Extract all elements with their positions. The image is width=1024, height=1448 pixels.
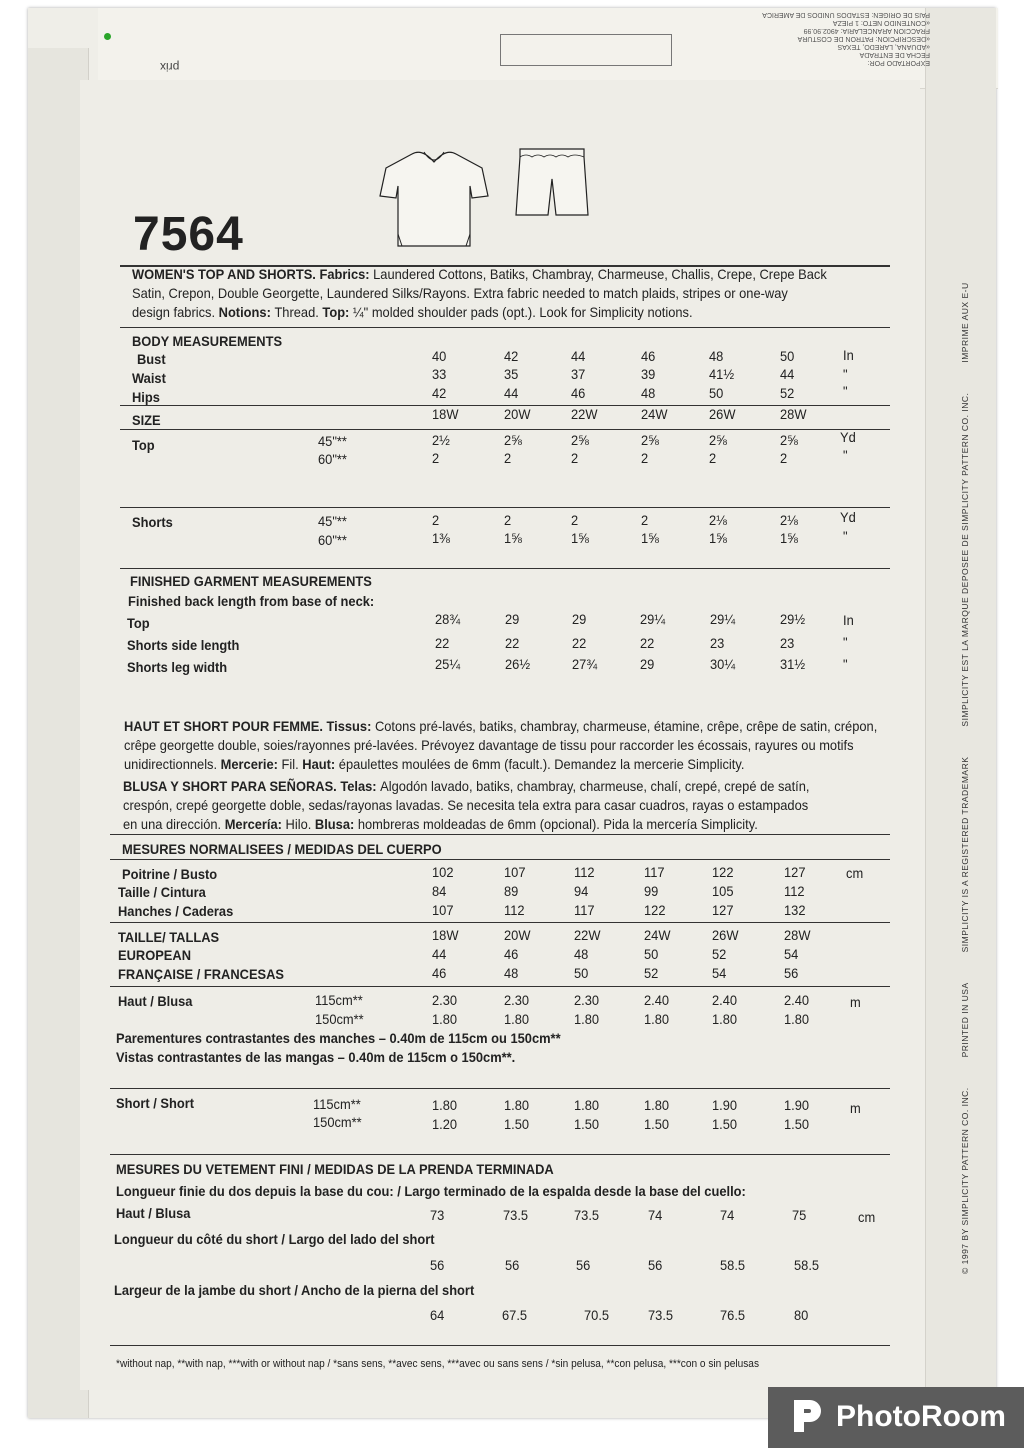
customs-label-line: PAIS DE ORIGEN: ESTADOS UNIDOS DE AMERICA [762, 11, 930, 18]
value-cell: 112 [784, 883, 805, 899]
shorts-leg-width-label: Shorts leg width [127, 659, 228, 675]
value-cell: 1.90 [712, 1097, 738, 1113]
waist-label: Waist [132, 370, 166, 386]
value-cell: 76.5 [720, 1307, 746, 1323]
value-cell: 48 [709, 348, 724, 364]
value-cell: 42 [504, 348, 519, 364]
finished-top-label: Top [127, 615, 150, 631]
value-cell: 74 [648, 1207, 663, 1223]
value-cell: 1.80 [504, 1097, 530, 1113]
value-cell: 107 [432, 902, 454, 918]
value-cell: 75 [792, 1207, 807, 1223]
value-cell: 58.5 [794, 1257, 820, 1273]
value-cell: 80 [794, 1307, 809, 1323]
value-cell: 56 [648, 1257, 663, 1273]
fabric-description-line: WOMEN'S TOP AND SHORTS. Fabrics: Laundered Cottons, Batiks, Chambray, Charmeuse, Challis, Crepe, Crepe Back [132, 266, 827, 282]
fabric-description-line: design fabrics. Notions: Thread. Top: ¼" molded shoulder pads (opt.). Look for Simplicity notions. [132, 304, 693, 320]
value-cell: 26½ [505, 656, 531, 672]
unit: " [843, 634, 848, 650]
width-label: 150cm** [315, 1011, 364, 1027]
divider [120, 507, 890, 508]
value-cell: 40 [432, 348, 447, 364]
value-cell: 37 [571, 366, 586, 382]
value-cell: 2 [432, 450, 440, 466]
customs-label-line: FECHA DE ENTRADA [859, 51, 930, 58]
width-label: 60"** [318, 451, 347, 467]
value-cell: 35 [504, 366, 519, 382]
value-cell: 44 [571, 348, 586, 364]
size-cell: 22W [574, 927, 601, 943]
size-cell: 22W [571, 406, 598, 422]
vistas: Vistas contrastantes de las mangas – 0.40m de 115cm o 150cm**. [116, 1049, 516, 1065]
unit: " [843, 383, 848, 399]
watermark-text: PhotoRoom [836, 1400, 1006, 1433]
value-cell: 44 [432, 946, 447, 962]
value-cell: 2.30 [504, 992, 530, 1008]
finished-back-length-label-fr: Longueur finie du dos depuis la base du cou: / Largo terminado de la espalda desde la base del cuello: [116, 1183, 746, 1199]
value-cell: 2 [641, 512, 649, 528]
side-text-segment: PRINTED IN USA [960, 982, 970, 1058]
divider [110, 859, 890, 860]
divider [110, 1154, 890, 1155]
french-description-line: HAUT ET SHORT POUR FEMME. Tissus: Cotons pré-lavés, batiks, chambray, charmeuse, étamine, crêpe, crêpe de satin, crépon, [124, 718, 878, 734]
finished-measurements-title-fr: MESURES DU VETEMENT FINI / MEDIDAS DE LA PRENDA TERMINADA [116, 1161, 554, 1177]
unit: " [843, 656, 848, 672]
value-cell: 73 [430, 1207, 445, 1223]
value-cell: 2.40 [784, 992, 810, 1008]
value-cell: 2 [432, 512, 440, 528]
size-cell: 24W [644, 927, 671, 943]
value-cell: 27¾ [572, 656, 598, 672]
unit: Yd [840, 429, 856, 445]
value-cell: 46 [571, 385, 586, 401]
value-cell: 29 [572, 611, 587, 627]
value-cell: 2⅝ [709, 432, 727, 448]
width-label: 115cm** [313, 1096, 361, 1112]
value-cell: 73.5 [503, 1207, 529, 1223]
unit: cm [846, 865, 864, 881]
value-cell: 50 [644, 946, 659, 962]
value-cell: 29¼ [710, 611, 736, 627]
french-description-line: unidirectionnels. Mercerie: Fil. Haut: épaulettes moulées de 6mm (facult.). Demandez la mercerie Simplicity. [124, 756, 745, 772]
size-cell: 24W [641, 406, 668, 422]
side-text-segment: © 1997 BY SIMPLICITY PATTERN CO. INC. [960, 1087, 970, 1274]
value-cell: 52 [644, 965, 659, 981]
top-label: Top [132, 437, 155, 453]
size-cell: 18W [432, 927, 459, 943]
customs-label-line: EXPORTADO POR: [867, 59, 930, 66]
value-cell: 58.5 [720, 1257, 746, 1273]
value-cell: 42 [432, 385, 447, 401]
finished-back-length-label: Finished back length from base of neck: [128, 593, 375, 609]
green-dot [104, 33, 111, 40]
value-cell: 54 [784, 946, 799, 962]
value-cell: 117 [574, 902, 595, 918]
fin-haut-label: Haut / Blusa [116, 1205, 191, 1221]
divider [110, 1088, 890, 1089]
value-cell: 99 [644, 883, 659, 899]
divider [110, 1345, 890, 1346]
size-cell: 28W [780, 406, 807, 422]
value-cell: 2 [709, 450, 717, 466]
value-cell: 31½ [780, 656, 806, 672]
value-cell: 67.5 [502, 1307, 528, 1323]
value-cell: 1.80 [784, 1011, 810, 1027]
value-cell: 52 [712, 946, 727, 962]
value-cell: 2½ [432, 432, 450, 448]
value-cell: 84 [432, 883, 447, 899]
value-cell: 2⅛ [709, 512, 727, 528]
value-cell: 2.40 [644, 992, 670, 1008]
value-cell: 29¼ [640, 611, 666, 627]
divider [110, 834, 890, 835]
value-cell: 1.20 [432, 1116, 458, 1132]
customs-label-line: FRACCION ARANCELARIA: 4902.90.99 [803, 27, 930, 34]
value-cell: 1.80 [432, 1097, 458, 1113]
unit: Yd [840, 509, 856, 525]
value-cell: 1⅜ [432, 530, 450, 546]
value-cell: 70.5 [584, 1307, 610, 1323]
value-cell: 1.50 [784, 1116, 810, 1132]
side-text-segment: SIMPLICITY IS A REGISTERED TRADEMARK [960, 756, 970, 953]
unit: In [843, 612, 854, 628]
customs-label-line: «DESCRIPCION: PATRON DE COSTURA [797, 35, 930, 42]
value-cell: 1⅝ [709, 530, 727, 546]
value-cell: 56 [430, 1257, 445, 1273]
value-cell: 1.80 [504, 1011, 530, 1027]
value-cell: 2.30 [432, 992, 458, 1008]
value-cell: 2 [504, 512, 512, 528]
value-cell: 102 [432, 864, 454, 880]
shorts-side-length-label: Shorts side length [127, 637, 240, 653]
value-cell: 1.50 [712, 1116, 738, 1132]
size-label-fr: TAILLE/ TALLAS [118, 929, 220, 945]
value-cell: 56 [784, 965, 799, 981]
value-cell: 46 [432, 965, 447, 981]
value-cell: 1.80 [712, 1011, 738, 1027]
unit: In [843, 347, 854, 363]
value-cell: 48 [641, 385, 656, 401]
value-cell: 29½ [780, 611, 806, 627]
value-cell: 28¾ [435, 611, 461, 627]
side-text-segment: IMPRIME AUX E-U [960, 282, 970, 363]
value-cell: 22 [572, 635, 587, 651]
shorts-sketch [512, 145, 592, 220]
spanish-description-line: BLUSA Y SHORT PARA SEÑORAS. Telas: Algodón lavado, batiks, chambray, charmeuse, chalí, crepé, crepé de satín, [123, 778, 810, 794]
width-label: 60"** [318, 532, 347, 548]
value-cell: 48 [574, 946, 589, 962]
value-cell: 132 [784, 902, 806, 918]
value-cell: 1.80 [644, 1011, 670, 1027]
value-cell: 122 [644, 902, 666, 918]
value-cell: 56 [576, 1257, 591, 1273]
width-label: 45"** [318, 433, 347, 449]
value-cell: 117 [644, 864, 665, 880]
nap-legend: *without nap, **with nap, ***with or without nap / *sans sens, **avec sens, ***avec ou sans sens / *sin pelusa, **con pelusa, ***con o sin pelusas [116, 1358, 760, 1370]
value-cell: 41½ [709, 366, 735, 382]
value-cell: 94 [574, 883, 589, 899]
divider [110, 922, 890, 923]
bust-label: Bust [137, 351, 166, 367]
spanish-description-line: crespón, crepé georgette doble, sedas/rayonas lavadas. Se necesita tela extra para casar cuadros, rayas o estampados [123, 797, 809, 813]
customs-label [500, 11, 930, 66]
value-cell: 2⅝ [641, 432, 659, 448]
value-cell: 112 [574, 864, 595, 880]
value-cell: 1.80 [574, 1097, 600, 1113]
divider [120, 568, 890, 569]
value-cell: 2.30 [574, 992, 600, 1008]
size-cell: 26W [709, 406, 736, 422]
value-cell: 1⅝ [641, 530, 659, 546]
value-cell: 112 [504, 902, 525, 918]
value-cell: 30¼ [710, 656, 736, 672]
value-cell: 1.80 [644, 1097, 670, 1113]
divider [110, 986, 890, 987]
haut-label: Haut / Blusa [118, 993, 193, 1009]
prix-label: prix [160, 60, 180, 74]
value-cell: 22 [640, 635, 655, 651]
value-cell: 50 [709, 385, 724, 401]
divider [120, 429, 890, 430]
value-cell: 73.5 [574, 1207, 600, 1223]
fabric-description-line: Satin, Crepon, Double Georgette, Laundered Silks/Rayons. Extra fabric needed to match plaids, stripes or one-way [132, 285, 788, 301]
value-cell: 23 [780, 635, 795, 651]
waist-label-fr: Taille / Cintura [118, 884, 206, 900]
parementures: Parementures contrastantes des manches – 0.40m de 115cm ou 150cm** [116, 1030, 561, 1046]
customs-label-line: «CONTENIDO NETO: 1 PIEZA [832, 19, 930, 26]
unit: m [850, 994, 861, 1010]
unit: cm [858, 1209, 876, 1225]
european-label: EUROPEAN [118, 947, 192, 963]
value-cell: 23 [710, 635, 725, 651]
value-cell: 89 [504, 883, 519, 899]
value-cell: 1⅝ [571, 530, 589, 546]
value-cell: 46 [504, 946, 519, 962]
shorts-label: Shorts [132, 514, 173, 530]
value-cell: 2 [571, 450, 579, 466]
value-cell: 29 [505, 611, 520, 627]
size-label: SIZE [132, 412, 161, 428]
value-cell: 2 [641, 450, 649, 466]
value-cell: 29 [640, 656, 655, 672]
francaise-label: FRANÇAISE / FRANCESAS [118, 966, 285, 982]
value-cell: 1.50 [644, 1116, 670, 1132]
value-cell: 2⅝ [780, 432, 798, 448]
value-cell: 44 [780, 366, 795, 382]
value-cell: 2⅛ [780, 512, 798, 528]
value-cell: 2 [780, 450, 788, 466]
value-cell: 1.50 [574, 1116, 600, 1132]
width-label: 150cm** [313, 1114, 362, 1130]
unit: " [843, 447, 848, 463]
value-cell: 2 [571, 512, 579, 528]
value-cell: 56 [505, 1257, 520, 1273]
customs-label-line: «ADUANA, LAREDO, TEXAS [837, 43, 930, 50]
value-cell: 22 [505, 635, 520, 651]
value-cell: 1.80 [574, 1011, 600, 1027]
value-cell: 44 [504, 385, 519, 401]
unit: " [843, 528, 848, 544]
size-cell: 28W [784, 927, 811, 943]
fin-jambe-label: Largeur de la jambe du short / Ancho de la pierna del short [114, 1282, 475, 1298]
width-label: 45"** [318, 513, 347, 529]
size-cell: 20W [504, 406, 531, 422]
value-cell: 2.40 [712, 992, 738, 1008]
side-copyright-text [960, 0, 970, 1274]
value-cell: 105 [712, 883, 734, 899]
size-cell: 18W [432, 406, 459, 422]
value-cell: 1.90 [784, 1097, 810, 1113]
value-cell: 74 [720, 1207, 735, 1223]
value-cell: 2⅝ [504, 432, 522, 448]
value-cell: 1⅝ [780, 530, 798, 546]
value-cell: 50 [574, 965, 589, 981]
value-cell: 52 [780, 385, 795, 401]
hips-label-fr: Hanches / Caderas [118, 903, 234, 919]
bust-label-fr: Poitrine / Busto [122, 866, 218, 882]
value-cell: 73.5 [648, 1307, 674, 1323]
unit: m [850, 1100, 861, 1116]
value-cell: 33 [432, 366, 447, 382]
value-cell: 50 [780, 348, 795, 364]
value-cell: 25¼ [435, 656, 461, 672]
value-cell: 127 [784, 864, 806, 880]
value-cell: 2⅝ [571, 432, 589, 448]
value-cell: 1.80 [432, 1011, 458, 1027]
body-measurements-title-fr: MESURES NORMALISEES / MEDIDAS DEL CUERPO [122, 841, 442, 857]
value-cell: 48 [504, 965, 519, 981]
value-cell: 54 [712, 965, 727, 981]
value-cell: 22 [435, 635, 450, 651]
top-sketch [374, 142, 494, 252]
value-cell: 107 [504, 864, 526, 880]
spanish-description-line: en una dirección. Mercería: Hilo. Blusa: hombreras moldeadas de 6mm (opcional). Pida la mercería Simplicity. [123, 816, 758, 832]
value-cell: 127 [712, 902, 734, 918]
size-cell: 26W [712, 927, 739, 943]
value-cell: 122 [712, 864, 734, 880]
divider [120, 327, 890, 328]
size-cell: 20W [504, 927, 531, 943]
value-cell: 64 [430, 1307, 445, 1323]
hips-label: Hips [132, 389, 160, 405]
value-cell: 39 [641, 366, 656, 382]
short-label: Short / Short [116, 1095, 194, 1111]
french-description-line: crêpe georgette double, soies/rayonnes pré-lavées. Prévoyez davantage de tissu pour raccorder les écossais, rayures ou motifs [124, 737, 854, 753]
value-cell: 1.50 [504, 1116, 530, 1132]
side-text-segment: SIMPLICITY EST LA MARQUE DEPOSEE DE SIMPLICITY PATTERN CO. INC. [960, 392, 970, 727]
unit: " [843, 366, 848, 382]
body-measurements-title: BODY MEASUREMENTS [132, 333, 283, 349]
fin-cote-label: Longueur du côté du short / Largo del lado del short [114, 1231, 435, 1247]
value-cell: 2 [504, 450, 512, 466]
photoroom-logo-icon [792, 1398, 822, 1434]
pattern-number: 7564 [133, 208, 244, 261]
value-cell: 1⅝ [504, 530, 522, 546]
value-cell: 46 [641, 348, 656, 364]
width-label: 115cm** [315, 992, 363, 1008]
finished-measurements-title: FINISHED GARMENT MEASUREMENTS [130, 573, 372, 589]
